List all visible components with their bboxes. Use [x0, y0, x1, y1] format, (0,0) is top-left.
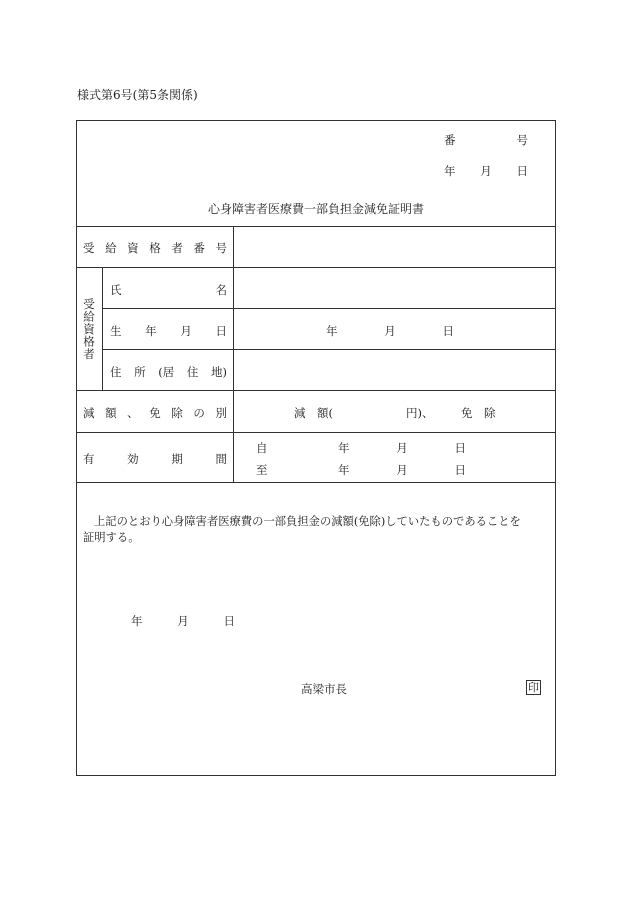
statement-line-1: 上記のとおり心身障害者医療費の一部負担金の減額(免除)していたものであることを — [94, 515, 521, 528]
label-char: 生 — [110, 324, 122, 338]
certificate-frame — [76, 120, 556, 776]
validity-period-label — [83, 451, 227, 467]
label-char: 氏 — [110, 283, 122, 297]
date-unit: 年 — [338, 463, 350, 477]
issue-date-month: 月 — [480, 164, 492, 178]
date-unit: 日 — [223, 614, 235, 628]
label-char: 有 — [83, 452, 95, 466]
date-unit: 年 — [338, 441, 350, 455]
label-char: 格 — [149, 241, 161, 255]
reduction-amount-suffix: 円)、 — [406, 406, 434, 420]
signature-date — [131, 613, 235, 629]
address-label — [110, 364, 227, 380]
issue-date-day: 日 — [516, 164, 528, 178]
reduction-label — [83, 405, 227, 421]
label-char: 資 — [127, 241, 139, 255]
label-char: 免 — [149, 406, 161, 420]
label-char: 別 — [215, 406, 227, 420]
number-label — [444, 132, 528, 148]
statement-line-2: 証明する。 — [83, 531, 140, 544]
label-char: 年 — [145, 324, 157, 338]
label-char: 者 — [171, 241, 183, 255]
label-char: 除 — [171, 406, 183, 420]
label-char: 給 — [105, 241, 117, 255]
date-unit: 月 — [396, 463, 408, 477]
label-char: 額 — [105, 406, 117, 420]
divider — [102, 267, 103, 390]
reduction-amount-prefix: 減 額( — [294, 406, 333, 420]
divider — [76, 226, 556, 227]
date-unit: 日 — [454, 463, 466, 477]
period-from-label: 自 — [256, 441, 268, 455]
period-to-date — [338, 462, 466, 478]
label-char: 受 — [83, 241, 95, 255]
date-unit: 月 — [396, 441, 408, 455]
label-char: の — [193, 406, 205, 420]
issuer-name: 高梁市長 — [301, 682, 347, 696]
divider — [76, 432, 556, 433]
divider — [102, 308, 556, 309]
divider — [76, 482, 556, 483]
divider — [102, 349, 556, 350]
seal-mark: 印 — [528, 681, 539, 694]
divider — [76, 390, 556, 391]
period-from-date — [338, 440, 466, 456]
label-char: 日 — [215, 324, 227, 338]
number-label-char-2: 号 — [516, 133, 528, 147]
label-char: 減 — [83, 406, 95, 420]
form-id: 様式第6号(第5条関係) — [77, 88, 198, 102]
label-char: 住 — [186, 365, 199, 379]
recipient-number-label — [83, 240, 227, 256]
document-title: 心身障害者医療費一部負担金減免証明書 — [208, 202, 425, 216]
birth-date-label — [110, 323, 227, 339]
date-unit: 月 — [177, 614, 189, 628]
issue-date-year: 年 — [444, 164, 456, 178]
label-char: (居 — [158, 365, 175, 379]
label-char: 期 — [171, 452, 183, 466]
date-unit: 年 — [326, 324, 338, 338]
label-char: 名 — [215, 283, 227, 297]
date-unit: 日 — [442, 324, 454, 338]
recipient-group-label: 受給資格者 — [82, 298, 96, 361]
date-unit: 月 — [384, 324, 396, 338]
label-char: 住 — [110, 365, 122, 379]
period-to-label: 至 — [256, 463, 268, 477]
issue-date — [444, 163, 528, 179]
divider — [76, 267, 556, 268]
label-char: 号 — [215, 241, 227, 255]
label-char: 間 — [215, 452, 227, 466]
label-char: 効 — [127, 452, 139, 466]
exemption-option: 免 除 — [461, 406, 496, 420]
label-char: 所 — [134, 365, 146, 379]
date-unit: 日 — [454, 441, 466, 455]
label-char: 、 — [127, 406, 139, 420]
name-label — [110, 282, 227, 298]
label-char: 月 — [180, 324, 192, 338]
number-label-char-1: 番 — [444, 133, 456, 147]
date-unit: 年 — [131, 614, 143, 628]
birth-date-value — [326, 323, 454, 339]
label-char: 地) — [211, 365, 227, 379]
label-char: 番 — [193, 241, 205, 255]
divider — [233, 226, 234, 482]
